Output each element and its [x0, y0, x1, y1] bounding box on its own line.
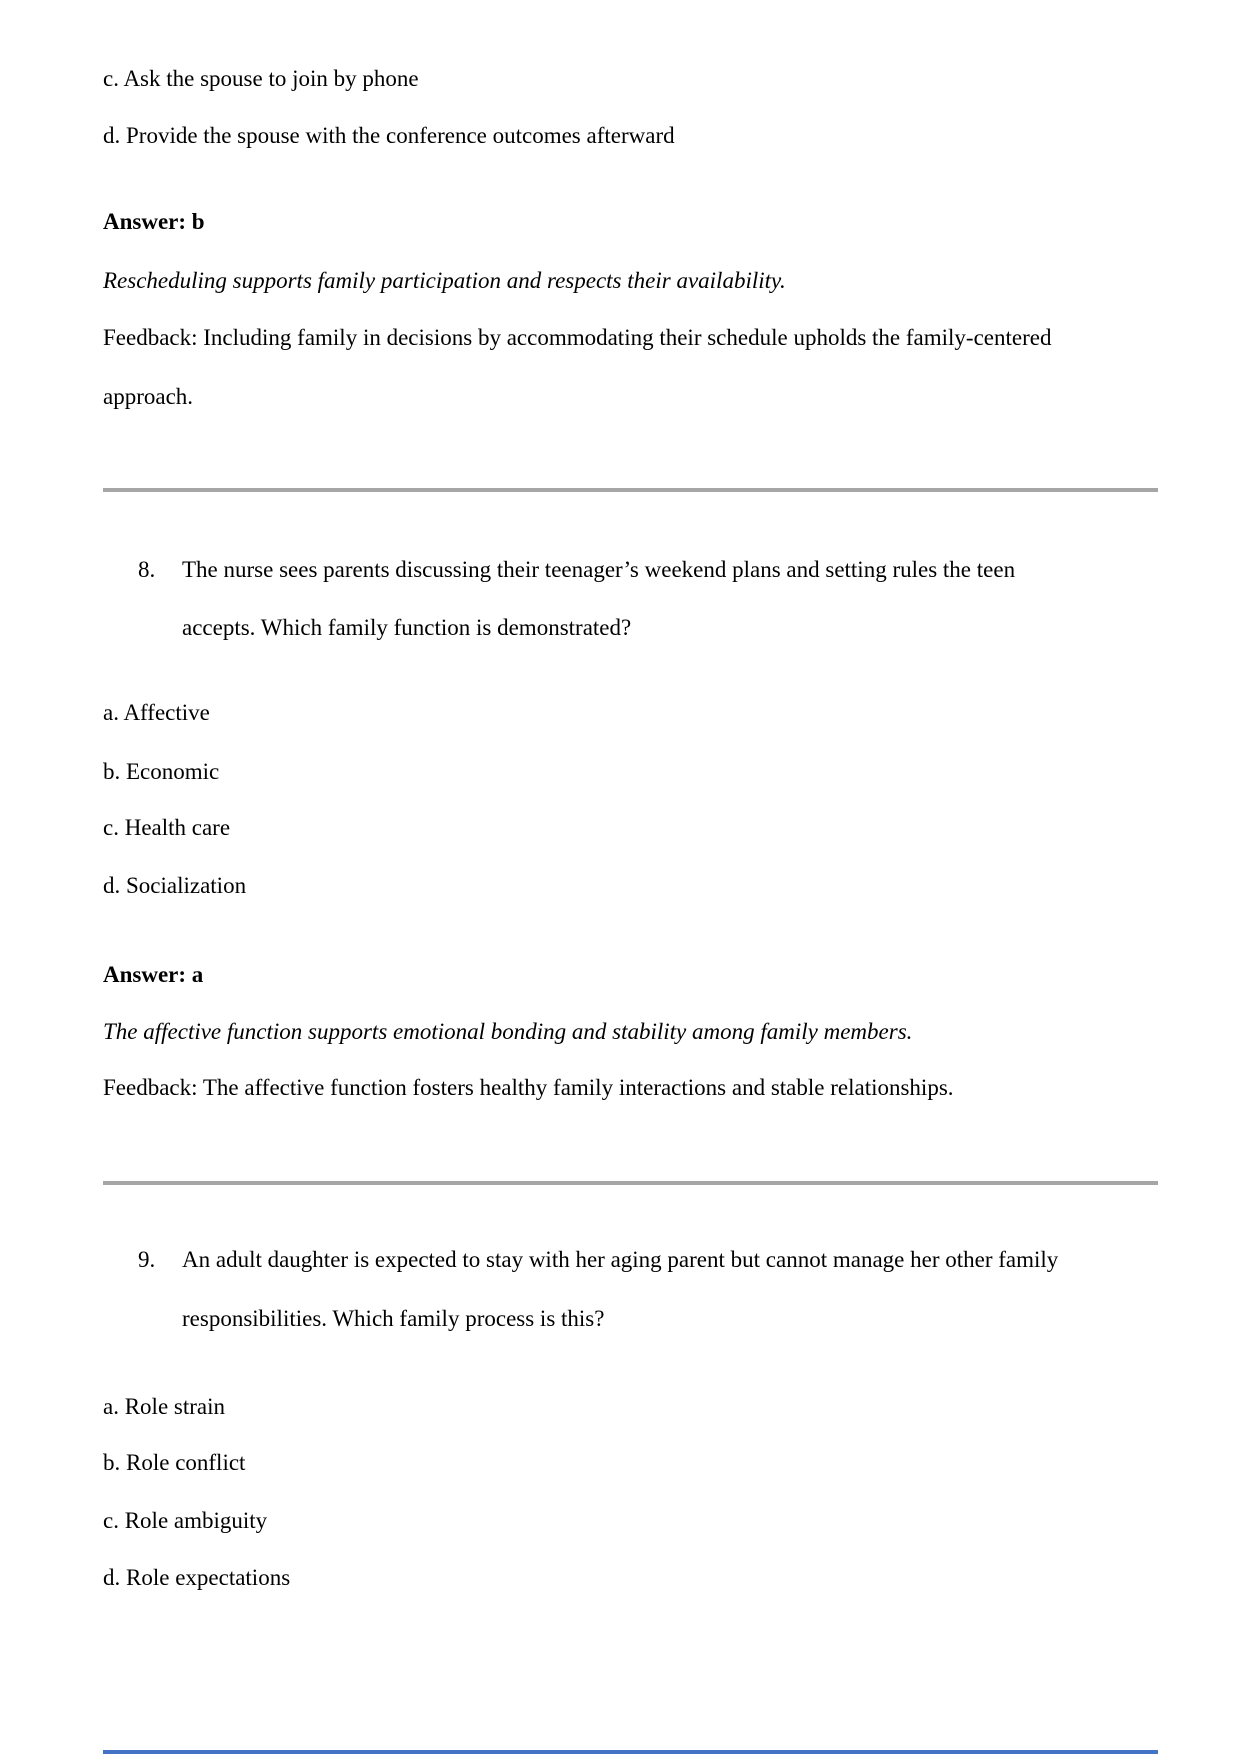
question-9-option-c: c. Role ambiguity — [103, 1508, 268, 1533]
question-9-text-line-1: An adult daughter is expected to stay with her aging parent but cannot manage her other family — [182, 1247, 1059, 1272]
question-8-text-line-2: accepts. Which family function is demonstrated? — [182, 615, 632, 640]
page-bottom-rule — [103, 1750, 1158, 1754]
question-8-number: 8. — [138, 557, 156, 582]
question-9-text-line-2: responsibilities. Which family process is this? — [182, 1306, 605, 1331]
question-8-option-d: d. Socialization — [103, 873, 247, 898]
prev-feedback-line-2: approach. — [103, 384, 194, 409]
question-8-option-a: a. Affective — [103, 700, 210, 725]
prev-option-d: d. Provide the spouse with the conference outcomes afterward — [103, 123, 675, 148]
prev-rationale-text: Rescheduling supports family participation and respects their availability. — [103, 268, 786, 293]
section-divider-1 — [103, 488, 1158, 492]
question-8-option-c: c. Health care — [103, 815, 231, 840]
question-9-option-a: a. Role strain — [103, 1394, 225, 1419]
question-9-option-b: b. Role conflict — [103, 1450, 246, 1475]
question-8-feedback-text: Feedback: The affective function fosters healthy family interactions and stable relationships. — [103, 1075, 954, 1100]
question-9-number: 9. — [138, 1247, 156, 1272]
prev-option-c: c. Ask the spouse to join by phone — [103, 66, 419, 91]
question-8-rationale-text: The affective function supports emotional bonding and stability among family members. — [103, 1019, 913, 1044]
question-8-answer-label: Answer: a — [103, 962, 204, 987]
prev-answer-label: Answer: b — [103, 209, 205, 234]
question-8-text-line-1: The nurse sees parents discussing their teenager’s weekend plans and setting rules the teen — [182, 557, 1016, 582]
question-8-option-b: b. Economic — [103, 759, 220, 784]
section-divider-2 — [103, 1181, 1158, 1185]
prev-feedback-line-1: Feedback: Including family in decisions by accommodating their schedule upholds the family-centered — [103, 325, 1052, 350]
question-9-option-d: d. Role expectations — [103, 1565, 291, 1590]
